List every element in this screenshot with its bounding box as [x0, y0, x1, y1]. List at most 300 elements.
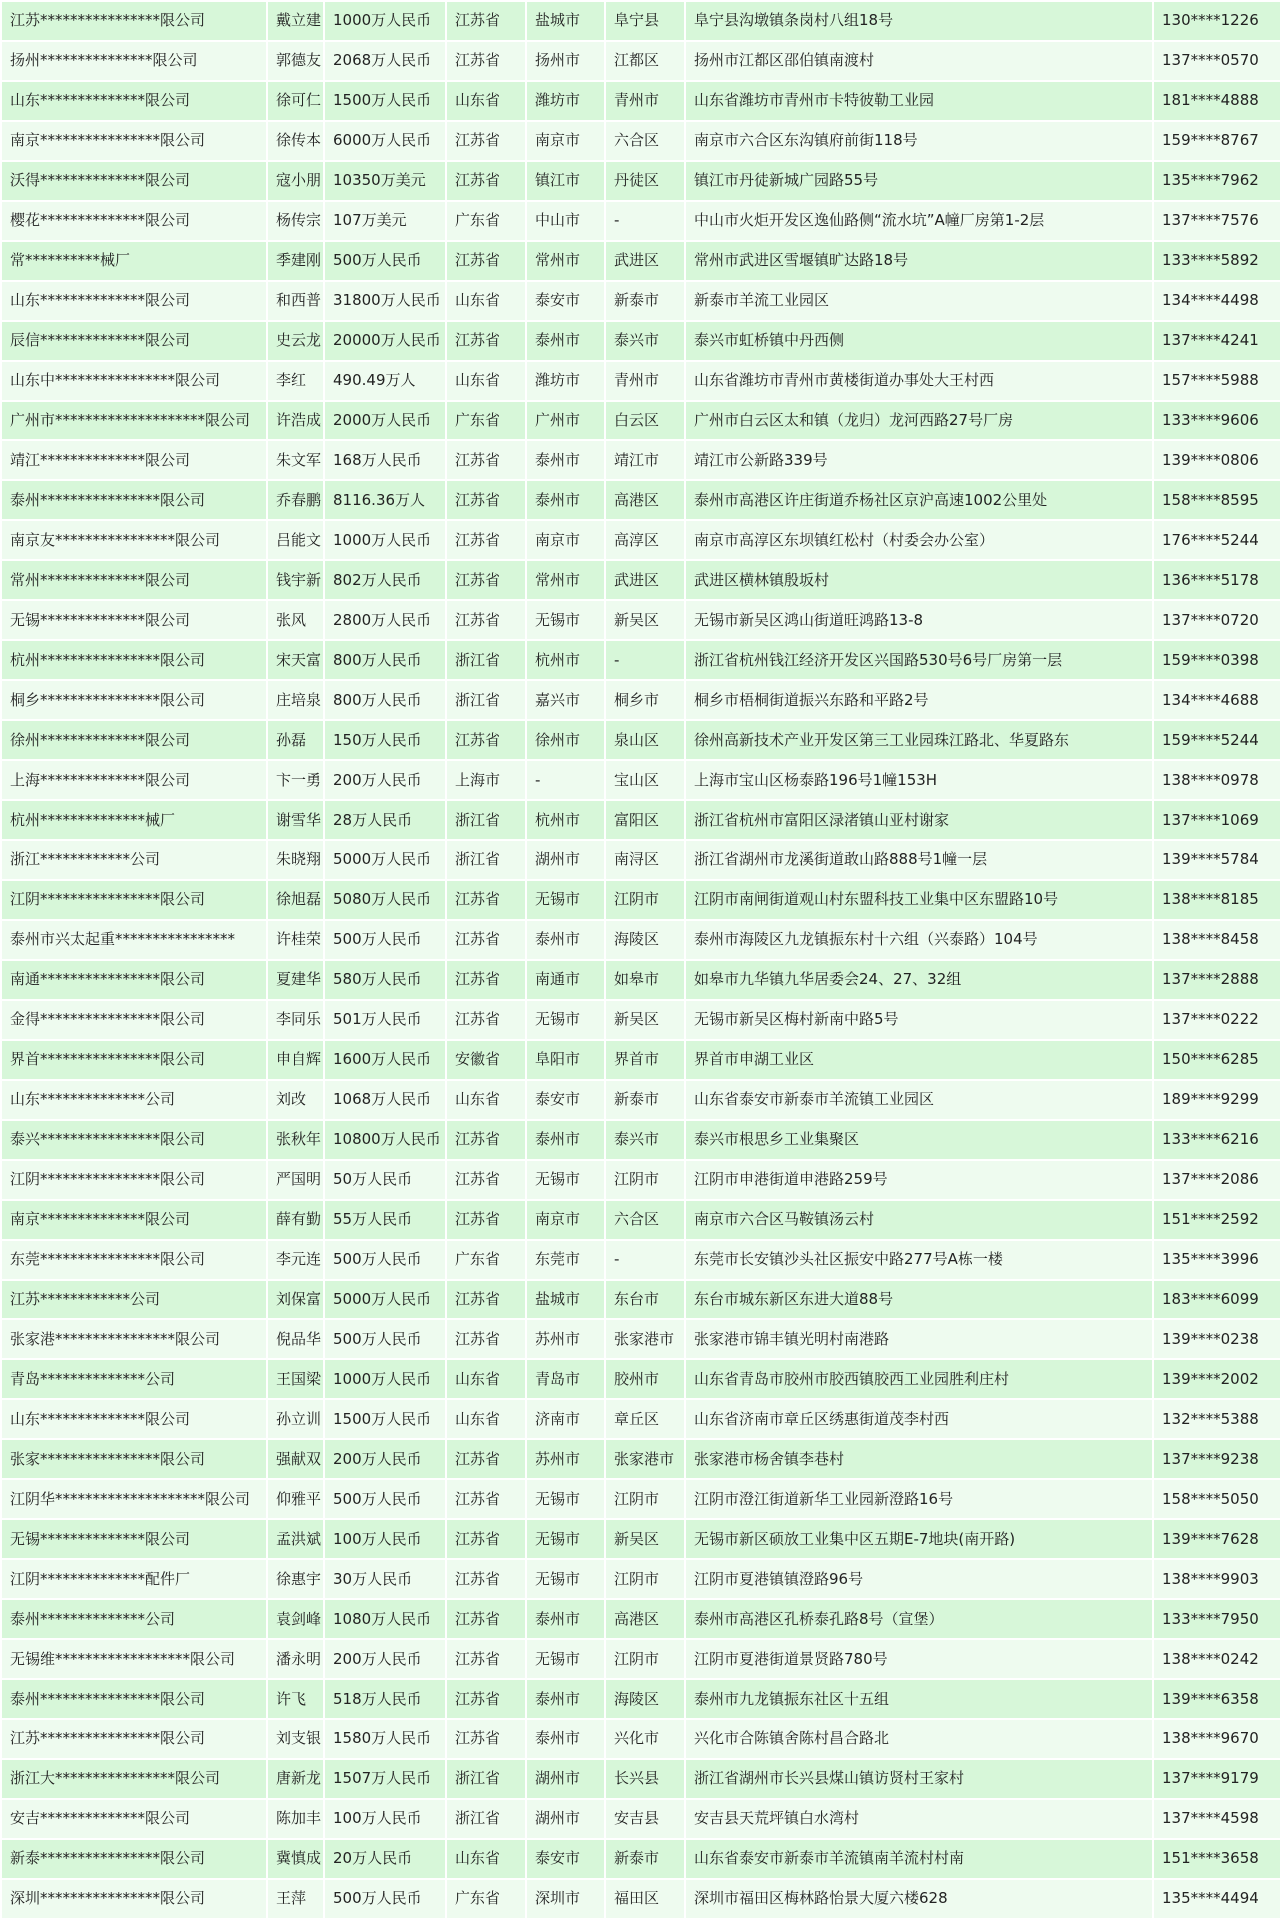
address-cell: 无锡市新吴区梅村新南中路5号 [686, 1001, 1152, 1039]
registered-capital-cell: 6000万人民币 [325, 122, 445, 160]
company-name-cell: 杭州****************限公司 [2, 641, 266, 679]
city-cell: 盐城市 [527, 2, 604, 40]
address-cell: 广州市白云区太和镇（龙归）龙河西路27号厂房 [686, 402, 1152, 440]
company-name-cell: 金得****************限公司 [2, 1001, 266, 1039]
city-cell: 无锡市 [527, 881, 604, 919]
city-cell: 无锡市 [527, 1001, 604, 1039]
city-cell: 嘉兴市 [527, 681, 604, 719]
legal-person-cell: 乔春鹏 [268, 481, 323, 519]
city-cell: 苏州市 [527, 1440, 604, 1478]
registered-capital-cell: 200万人民币 [325, 1640, 445, 1678]
table-row [2, 1121, 1280, 1159]
company-name-cell: 泰州市兴太起重**************** [2, 921, 266, 959]
table-row [2, 1520, 1280, 1558]
phone-cell: 133****5892 [1154, 242, 1280, 280]
district-cell: 胶州市 [606, 1360, 684, 1398]
city-cell: 南通市 [527, 961, 604, 999]
company-name-cell: 扬州***************限公司 [2, 42, 266, 80]
district-cell: - [606, 641, 684, 679]
company-name-cell: 靖江**************限公司 [2, 441, 266, 479]
company-name-cell: 山东**************限公司 [2, 282, 266, 320]
address-cell: 常州市武进区雪堰镇旷达路18号 [686, 242, 1152, 280]
phone-cell: 137****1069 [1154, 801, 1280, 839]
district-cell: 新吴区 [606, 601, 684, 639]
table-row [2, 881, 1280, 919]
city-cell: 泰州市 [527, 921, 604, 959]
district-cell: 新泰市 [606, 1840, 684, 1878]
address-cell: 无锡市新区硕放工业集中区五期E-7地块(南开路) [686, 1520, 1152, 1558]
registered-capital-cell: 5000万人民币 [325, 1281, 445, 1319]
table-row [2, 681, 1280, 719]
phone-cell: 134****4498 [1154, 282, 1280, 320]
table-row [2, 841, 1280, 879]
company-name-cell: 新泰****************限公司 [2, 1840, 266, 1878]
phone-cell: 132****5388 [1154, 1400, 1280, 1438]
registered-capital-cell: 5000万人民币 [325, 841, 445, 879]
legal-person-cell: 季建刚 [268, 242, 323, 280]
table-row [2, 441, 1280, 479]
district-cell: 江阴市 [606, 1560, 684, 1598]
table-row [2, 162, 1280, 200]
address-cell: 浙江省杭州市富阳区渌渚镇山亚村谢家 [686, 801, 1152, 839]
registered-capital-cell: 20万人民币 [325, 1840, 445, 1878]
district-cell: 兴化市 [606, 1720, 684, 1758]
address-cell: 山东省青岛市胶州市胶西镇胶西工业园胜利庄村 [686, 1360, 1152, 1398]
company-name-cell: 江阴华********************限公司 [2, 1480, 266, 1518]
company-name-cell: 辰信**************限公司 [2, 322, 266, 360]
table-row [2, 242, 1280, 280]
legal-person-cell: 吕能文 [268, 521, 323, 559]
address-cell: 南京市六合区东沟镇府前街118号 [686, 122, 1152, 160]
phone-cell: 159****8767 [1154, 122, 1280, 160]
company-name-cell: 界首****************限公司 [2, 1041, 266, 1079]
city-cell: 泰安市 [527, 282, 604, 320]
district-cell: 泰兴市 [606, 322, 684, 360]
province-cell: 江苏省 [447, 1320, 525, 1358]
address-cell: 武进区横林镇殷坂村 [686, 561, 1152, 599]
table-row [2, 1440, 1280, 1478]
registered-capital-cell: 1600万人民币 [325, 1041, 445, 1079]
legal-person-cell: 史云龙 [268, 322, 323, 360]
phone-cell: 137****9238 [1154, 1440, 1280, 1478]
district-cell: 富阳区 [606, 801, 684, 839]
phone-cell: 138****9670 [1154, 1720, 1280, 1758]
registered-capital-cell: 1507万人民币 [325, 1760, 445, 1798]
table-row [2, 1281, 1280, 1319]
address-cell: 泰兴市根思乡工业集聚区 [686, 1121, 1152, 1159]
city-cell: 常州市 [527, 242, 604, 280]
phone-cell: 136****5178 [1154, 561, 1280, 599]
address-cell: 中山市火炬开发区逸仙路侧“流水坑”A幢厂房第1-2层 [686, 202, 1152, 240]
registered-capital-cell: 55万人民币 [325, 1201, 445, 1239]
district-cell: 高港区 [606, 1600, 684, 1638]
district-cell: 青州市 [606, 82, 684, 120]
city-cell: 无锡市 [527, 1640, 604, 1678]
company-name-cell: 山东**************公司 [2, 1081, 266, 1119]
city-cell: 无锡市 [527, 1161, 604, 1199]
province-cell: 上海市 [447, 761, 525, 799]
registered-capital-cell: 5080万人民币 [325, 881, 445, 919]
company-name-cell: 泰兴****************限公司 [2, 1121, 266, 1159]
district-cell: 青州市 [606, 362, 684, 400]
province-cell: 浙江省 [447, 841, 525, 879]
legal-person-cell: 徐旭磊 [268, 881, 323, 919]
table-row [2, 521, 1280, 559]
legal-person-cell: 卞一勇 [268, 761, 323, 799]
phone-cell: 137****4598 [1154, 1800, 1280, 1838]
city-cell: 南京市 [527, 1201, 604, 1239]
legal-person-cell: 薛有勤 [268, 1201, 323, 1239]
registered-capital-cell: 500万人民币 [325, 921, 445, 959]
city-cell: 深圳市 [527, 1880, 604, 1918]
province-cell: 江苏省 [447, 122, 525, 160]
company-name-cell: 东莞****************限公司 [2, 1241, 266, 1279]
province-cell: 广东省 [447, 402, 525, 440]
legal-person-cell: 杨传宗 [268, 202, 323, 240]
province-cell: 江苏省 [447, 1121, 525, 1159]
company-name-cell: 无锡**************限公司 [2, 601, 266, 639]
registered-capital-cell: 8116.36万人 [325, 481, 445, 519]
legal-person-cell: 张秋年 [268, 1121, 323, 1159]
district-cell: 六合区 [606, 1201, 684, 1239]
phone-cell: 133****7950 [1154, 1600, 1280, 1638]
legal-person-cell: 徐可仁 [268, 82, 323, 120]
province-cell: 江苏省 [447, 1161, 525, 1199]
district-cell: 福田区 [606, 1880, 684, 1918]
address-cell: 山东省泰安市新泰市羊流镇工业园区 [686, 1081, 1152, 1119]
company-name-cell: 无锡维******************限公司 [2, 1640, 266, 1678]
district-cell: 阜宁县 [606, 2, 684, 40]
address-cell: 山东省济南市章丘区绣惠街道茂李村西 [686, 1400, 1152, 1438]
province-cell: 江苏省 [447, 1720, 525, 1758]
district-cell: 靖江市 [606, 441, 684, 479]
province-cell: 江苏省 [447, 242, 525, 280]
phone-cell: 133****9606 [1154, 402, 1280, 440]
address-cell: 江阴市夏港镇镇澄路96号 [686, 1560, 1152, 1598]
table-row [2, 601, 1280, 639]
table-row [2, 202, 1280, 240]
legal-person-cell: 许飞 [268, 1680, 323, 1718]
company-name-cell: 上海**************限公司 [2, 761, 266, 799]
company-name-cell: 山东中****************限公司 [2, 362, 266, 400]
table-row [2, 1560, 1280, 1598]
city-cell: 杭州市 [527, 641, 604, 679]
registered-capital-cell: 107万美元 [325, 202, 445, 240]
table-row [2, 641, 1280, 679]
address-cell: 深圳市福田区梅林路怡景大厦六楼628 [686, 1880, 1152, 1918]
city-cell: 中山市 [527, 202, 604, 240]
table-row [2, 42, 1280, 80]
province-cell: 江苏省 [447, 1201, 525, 1239]
district-cell: 江阴市 [606, 881, 684, 919]
company-name-cell: 江阴****************限公司 [2, 881, 266, 919]
table-row [2, 1241, 1280, 1279]
company-name-cell: 南京****************限公司 [2, 122, 266, 160]
phone-cell: 157****5988 [1154, 362, 1280, 400]
company-name-cell: 江阴****************限公司 [2, 1161, 266, 1199]
district-cell: 张家港市 [606, 1320, 684, 1358]
address-cell: 泰兴市虹桥镇中丹西侧 [686, 322, 1152, 360]
province-cell: 山东省 [447, 1840, 525, 1878]
city-cell: 青岛市 [527, 1360, 604, 1398]
city-cell: 潍坊市 [527, 362, 604, 400]
legal-person-cell: 李元连 [268, 1241, 323, 1279]
registered-capital-cell: 1000万人民币 [325, 1360, 445, 1398]
legal-person-cell: 钱宇新 [268, 561, 323, 599]
table-row [2, 362, 1280, 400]
province-cell: 江苏省 [447, 1560, 525, 1598]
address-cell: 张家港市锦丰镇光明村南港路 [686, 1320, 1152, 1358]
legal-person-cell: 孙磊 [268, 721, 323, 759]
registered-capital-cell: 1000万人民币 [325, 2, 445, 40]
city-cell: 湖州市 [527, 841, 604, 879]
legal-person-cell: 戴立建 [268, 2, 323, 40]
province-cell: 浙江省 [447, 641, 525, 679]
registered-capital-cell: 800万人民币 [325, 641, 445, 679]
province-cell: 江苏省 [447, 961, 525, 999]
company-name-cell: 广州市********************限公司 [2, 402, 266, 440]
legal-person-cell: 张风 [268, 601, 323, 639]
city-cell: 盐城市 [527, 1281, 604, 1319]
district-cell: 泰兴市 [606, 1121, 684, 1159]
registered-capital-cell: 1500万人民币 [325, 1400, 445, 1438]
company-name-cell: 青岛**************公司 [2, 1360, 266, 1398]
address-cell: 兴化市合陈镇舍陈村昌合路北 [686, 1720, 1152, 1758]
province-cell: 江苏省 [447, 1001, 525, 1039]
legal-person-cell: 仰雅平 [268, 1480, 323, 1518]
district-cell: 章丘区 [606, 1400, 684, 1438]
registered-capital-cell: 1068万人民币 [325, 1081, 445, 1119]
phone-cell: 130****1226 [1154, 2, 1280, 40]
province-cell: 山东省 [447, 282, 525, 320]
table-row [2, 82, 1280, 120]
province-cell: 江苏省 [447, 481, 525, 519]
legal-person-cell: 唐新龙 [268, 1760, 323, 1798]
address-cell: 靖江市公新路339号 [686, 441, 1152, 479]
legal-person-cell: 和西普 [268, 282, 323, 320]
address-cell: 浙江省杭州钱江经济开发区兴国路530号6号厂房第一层 [686, 641, 1152, 679]
company-name-cell: 泰州****************限公司 [2, 481, 266, 519]
legal-person-cell: 孙立训 [268, 1400, 323, 1438]
phone-cell: 137****0222 [1154, 1001, 1280, 1039]
phone-cell: 150****6285 [1154, 1041, 1280, 1079]
table-row [2, 921, 1280, 959]
address-cell: 扬州市江都区邵伯镇南渡村 [686, 42, 1152, 80]
district-cell: 新吴区 [606, 1001, 684, 1039]
phone-cell: 139****7628 [1154, 1520, 1280, 1558]
legal-person-cell: 袁剑峰 [268, 1600, 323, 1638]
district-cell: 海陵区 [606, 921, 684, 959]
address-cell: 如皋市九华镇九华居委会24、27、32组 [686, 961, 1152, 999]
city-cell: 泰安市 [527, 1081, 604, 1119]
province-cell: 江苏省 [447, 2, 525, 40]
address-cell: 山东省泰安市新泰市羊流镇南羊流村村南 [686, 1840, 1152, 1878]
province-cell: 浙江省 [447, 1760, 525, 1798]
legal-person-cell: 陈加丰 [268, 1800, 323, 1838]
province-cell: 广东省 [447, 1880, 525, 1918]
district-cell: 丹徒区 [606, 162, 684, 200]
city-cell: 杭州市 [527, 801, 604, 839]
province-cell: 江苏省 [447, 162, 525, 200]
district-cell: 如皋市 [606, 961, 684, 999]
province-cell: 江苏省 [447, 1440, 525, 1478]
city-cell: 湖州市 [527, 1760, 604, 1798]
province-cell: 安徽省 [447, 1041, 525, 1079]
province-cell: 江苏省 [447, 1600, 525, 1638]
district-cell: 高港区 [606, 481, 684, 519]
district-cell: 东台市 [606, 1281, 684, 1319]
legal-person-cell: 郭德友 [268, 42, 323, 80]
province-cell: 江苏省 [447, 521, 525, 559]
table-row [2, 1680, 1280, 1718]
district-cell: 桐乡市 [606, 681, 684, 719]
province-cell: 江苏省 [447, 1480, 525, 1518]
phone-cell: 176****5244 [1154, 521, 1280, 559]
address-cell: 江阴市南闸街道观山村东盟科技工业集中区东盟路10号 [686, 881, 1152, 919]
address-cell: 无锡市新吴区鸿山街道旺鸿路13-8 [686, 601, 1152, 639]
province-cell: 江苏省 [447, 921, 525, 959]
phone-cell: 135****7962 [1154, 162, 1280, 200]
address-cell: 张家港市杨舍镇李巷村 [686, 1440, 1152, 1478]
district-cell: 高淳区 [606, 521, 684, 559]
phone-cell: 138****8458 [1154, 921, 1280, 959]
phone-cell: 133****6216 [1154, 1121, 1280, 1159]
registered-capital-cell: 490.49万人 [325, 362, 445, 400]
province-cell: 江苏省 [447, 721, 525, 759]
phone-cell: 151****3658 [1154, 1840, 1280, 1878]
registered-capital-cell: 10800万人民币 [325, 1121, 445, 1159]
registered-capital-cell: 802万人民币 [325, 561, 445, 599]
company-name-cell: 山东**************限公司 [2, 82, 266, 120]
registered-capital-cell: 200万人民币 [325, 761, 445, 799]
city-cell: 泰州市 [527, 1680, 604, 1718]
legal-person-cell: 夏建华 [268, 961, 323, 999]
phone-cell: 158****8595 [1154, 481, 1280, 519]
legal-person-cell: 谢雪华 [268, 801, 323, 839]
legal-person-cell: 李同乐 [268, 1001, 323, 1039]
table-row [2, 1001, 1280, 1039]
phone-cell: 139****6358 [1154, 1680, 1280, 1718]
address-cell: 泰州市高港区许庄街道乔杨社区京沪高速1002公里处 [686, 481, 1152, 519]
table-row [2, 1760, 1280, 1798]
city-cell: 潍坊市 [527, 82, 604, 120]
district-cell: 界首市 [606, 1041, 684, 1079]
table-row [2, 122, 1280, 160]
table-row [2, 1320, 1280, 1358]
city-cell: 徐州市 [527, 721, 604, 759]
table-row [2, 1800, 1280, 1838]
city-cell: 济南市 [527, 1400, 604, 1438]
table-row [2, 481, 1280, 519]
legal-person-cell: 强献双 [268, 1440, 323, 1478]
address-cell: 浙江省湖州市长兴县煤山镇访贤村王家村 [686, 1760, 1152, 1798]
address-cell: 江阴市申港街道申港路259号 [686, 1161, 1152, 1199]
phone-cell: 159****5244 [1154, 721, 1280, 759]
city-cell: 镇江市 [527, 162, 604, 200]
table-row [2, 1360, 1280, 1398]
province-cell: 江苏省 [447, 441, 525, 479]
registered-capital-cell: 500万人民币 [325, 242, 445, 280]
company-name-cell: 桐乡****************限公司 [2, 681, 266, 719]
company-name-cell: 沃得**************限公司 [2, 162, 266, 200]
registered-capital-cell: 50万人民币 [325, 1161, 445, 1199]
legal-person-cell: 孟洪斌 [268, 1520, 323, 1558]
province-cell: 江苏省 [447, 881, 525, 919]
address-cell: 新泰市羊流工业园区 [686, 282, 1152, 320]
table-row [2, 402, 1280, 440]
company-name-cell: 泰州**************公司 [2, 1600, 266, 1638]
phone-cell: 181****4888 [1154, 82, 1280, 120]
company-name-cell: 山东**************限公司 [2, 1400, 266, 1438]
company-name-cell: 江苏****************限公司 [2, 2, 266, 40]
district-cell: 海陵区 [606, 1680, 684, 1718]
province-cell: 江苏省 [447, 1640, 525, 1678]
registered-capital-cell: 500万人民币 [325, 1480, 445, 1518]
phone-cell: 137****2086 [1154, 1161, 1280, 1199]
phone-cell: 139****0806 [1154, 441, 1280, 479]
table-row [2, 561, 1280, 599]
company-name-cell: 泰州****************限公司 [2, 1680, 266, 1718]
legal-person-cell: 庄培泉 [268, 681, 323, 719]
city-cell: 无锡市 [527, 1480, 604, 1518]
company-name-cell: 江苏****************限公司 [2, 1720, 266, 1758]
address-cell: 东台市城东新区东进大道88号 [686, 1281, 1152, 1319]
legal-person-cell: 朱文军 [268, 441, 323, 479]
company-name-cell: 江阴**************配件厂 [2, 1560, 266, 1598]
phone-cell: 137****9179 [1154, 1760, 1280, 1798]
address-cell: 上海市宝山区杨泰路196号1幢153H [686, 761, 1152, 799]
district-cell: 宝山区 [606, 761, 684, 799]
legal-person-cell: 王国梁 [268, 1360, 323, 1398]
company-name-cell: 无锡**************限公司 [2, 1520, 266, 1558]
district-cell: 江阴市 [606, 1640, 684, 1678]
registered-capital-cell: 2000万人民币 [325, 402, 445, 440]
district-cell: - [606, 202, 684, 240]
district-cell: 长兴县 [606, 1760, 684, 1798]
province-cell: 江苏省 [447, 322, 525, 360]
table-row [2, 1880, 1280, 1918]
legal-person-cell: 徐传本 [268, 122, 323, 160]
registered-capital-cell: 150万人民币 [325, 721, 445, 759]
table-row [2, 1600, 1280, 1638]
province-cell: 广东省 [447, 1241, 525, 1279]
address-cell: 徐州高新技术产业开发区第三工业园珠江路北、华夏路东 [686, 721, 1152, 759]
registered-capital-cell: 20000万人民币 [325, 322, 445, 360]
registered-capital-cell: 168万人民币 [325, 441, 445, 479]
address-cell: 南京市高淳区东坝镇红松村（村委会办公室） [686, 521, 1152, 559]
registered-capital-cell: 518万人民币 [325, 1680, 445, 1718]
company-name-cell: 安吉**************限公司 [2, 1800, 266, 1838]
table-row [2, 322, 1280, 360]
district-cell: 张家港市 [606, 1440, 684, 1478]
registered-capital-cell: 1500万人民币 [325, 82, 445, 120]
city-cell: 常州市 [527, 561, 604, 599]
phone-cell: 137****0570 [1154, 42, 1280, 80]
province-cell: 山东省 [447, 1081, 525, 1119]
phone-cell: 137****2888 [1154, 961, 1280, 999]
district-cell: 新泰市 [606, 1081, 684, 1119]
phone-cell: 138****8185 [1154, 881, 1280, 919]
district-cell: 白云区 [606, 402, 684, 440]
legal-person-cell: 冀慎成 [268, 1840, 323, 1878]
province-cell: 山东省 [447, 362, 525, 400]
table-row [2, 1400, 1280, 1438]
district-cell: 江都区 [606, 42, 684, 80]
company-name-cell: 常**********械厂 [2, 242, 266, 280]
province-cell: 江苏省 [447, 42, 525, 80]
legal-person-cell: 宋天富 [268, 641, 323, 679]
registered-capital-cell: 1000万人民币 [325, 521, 445, 559]
